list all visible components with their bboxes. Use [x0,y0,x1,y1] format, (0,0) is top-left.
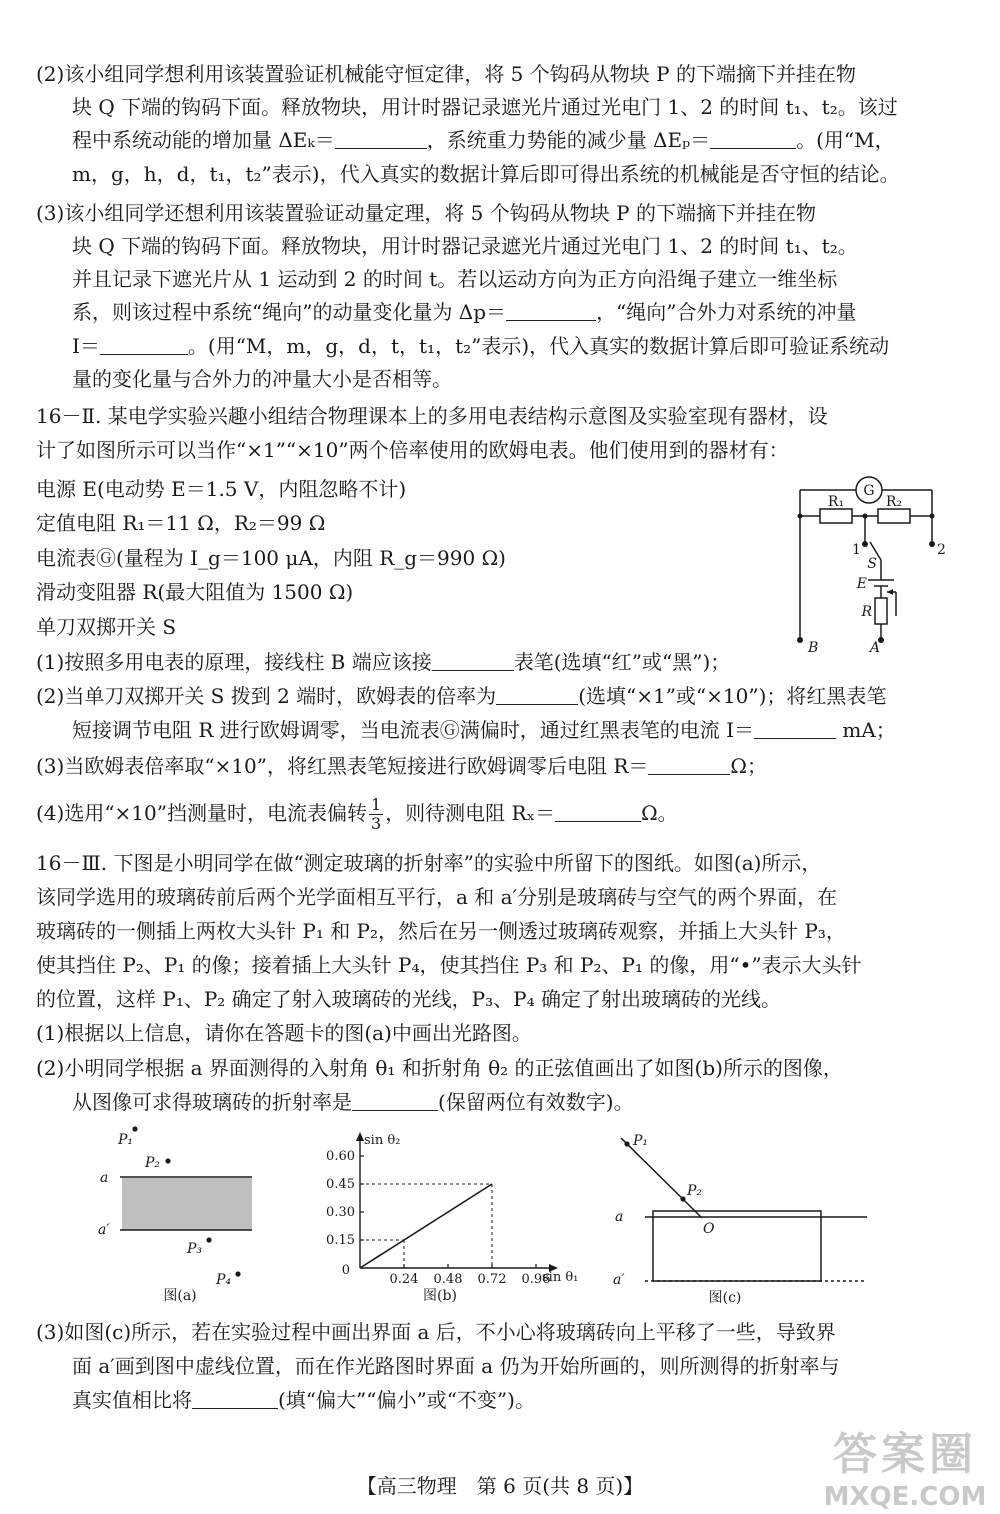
pin-p4-dot [235,1271,240,1276]
watermark-logo [820,1418,990,1512]
text: (填“偏大”“偏小”或“不变”)。 [278,1388,535,1412]
r2-label: R₂ [885,494,903,510]
q16b-s2-line2 [72,718,896,742]
q15-3-line4 [72,300,857,324]
q16b-item-1: 电源 E(电动势 E＝1.5 V，内阻忽略不计) [36,477,407,501]
q16c-intro-1: 16－Ⅲ. 下图是小明同学在做“测定玻璃的折射率”的实验中所留下的图纸。如图(a)所示， [36,851,822,875]
figure-c-caption: 图(c) [708,1290,742,1306]
terminal-1-label: 1 [852,542,861,558]
answer-blank-ep[interactable] [710,130,796,149]
q16c-s1: (1)根据以上信息，请你在答题卡的图(a)中画出光路图。 [36,1021,532,1045]
y-tick-label: 0.60 [326,1149,355,1164]
text: ，则待测电阻 Rₓ＝ [385,801,556,825]
watermark-url: MXQE.COM [823,1482,987,1512]
q15-3-line3: 并且记录下遮光片从 1 运动到 2 的时间 t。若以运动方向为正方向沿绳子建立一维坐标 [72,267,838,291]
text: (3)当欧姆表倍率取“×10”，将红黑表笔短接进行欧姆调零后电阻 R＝ [36,754,649,778]
p2-label: P₂ [145,1155,161,1171]
text: 程中系统动能的增加量 ΔEₖ＝ [72,128,335,152]
terminal-b-label: B [808,640,819,656]
answer-blank-rx[interactable] [555,803,641,822]
rheostat-arrow [887,589,893,595]
q16c-intro-5: 的位置，这样 P₁、P₂ 确定了射入玻璃砖的光线，P₃、P₄ 确定了射出玻璃砖的光线。 [36,987,781,1011]
q16c-intro-2: 该同学选用的玻璃砖前后两个光学面相互平行，a 和 a′分别是玻璃砖与空气的两个界面，在 [36,885,838,909]
terminal-b-dot [797,637,803,643]
figure-a [90,1120,280,1315]
q15-3-line6: 量的变化量与合外力的冲量大小是否相等。 [72,367,452,391]
text: 真实值相比将 [72,1388,192,1412]
battery-label: E [856,576,867,592]
text: (4)选用“×10”挡测量时，电流表偏转 [36,801,367,825]
pin-p2-dot [680,1196,685,1201]
y-axis-arrow [356,1132,364,1141]
q16b-intro-1: 16－Ⅱ. 某电学实验兴趣小组结合物理课本上的多用电表结构示意图及实验室现有器材，设 [36,404,828,428]
y-tick-label: 0.15 [326,1233,355,1248]
q16b-item-5: 单刀双掷开关 S [36,615,177,639]
q16b-s3 [36,754,767,778]
q16c-s3-line3 [72,1388,535,1412]
text: 。(用“M，m，g，d，t，t₁，t₂”表示)，代入真实的数据计算后即可验证系统动 [187,334,890,358]
q16b-s1 [36,650,730,674]
q16b-item-2: 定值电阻 R₁＝11 Ω，R₂＝99 Ω [36,511,326,535]
text: 。(用“M， [796,128,895,152]
answer-blank-multiplier[interactable] [496,686,578,705]
p4-label: P₄ [216,1272,232,1288]
terminal-a-label: A [869,640,880,656]
q15-3-line2: 块 Q 下端的钩码下面。释放物块，用计时器记录遮光片通过光电门 1、2 的时间 t₁、t₂。 [72,234,858,258]
text: mA； [842,718,896,742]
pin-p1-dot [624,1141,629,1146]
answer-blank-impulse[interactable] [100,336,188,355]
terminal-2-label: 2 [937,542,946,558]
incident-ray [621,1138,702,1218]
p2-label: P₂ [687,1183,703,1199]
answer-blank-dp[interactable] [506,302,596,321]
answer-blank-ek[interactable] [335,130,427,149]
figure-c [605,1125,875,1315]
text: 系，则该过程中系统“绳向”的动量变化量为 Δp＝ [72,300,507,324]
y-axis-label: sin θ₂ [364,1133,401,1148]
pin-p2-dot [165,1158,170,1163]
p1-label: P₁ [633,1133,649,1149]
q16c-s3-line1: (3)如图(c)所示，若在实验过程中画出界面 a 后，不小心将玻璃砖向上平移了一些，导致界 [36,1320,836,1344]
answer-blank-index[interactable] [352,1092,438,1111]
glass-block [122,1178,252,1230]
junction-dot [798,514,803,519]
q16b-s4 [36,796,678,833]
fraction-one-third [369,796,383,833]
pin-p3-dot [206,1237,211,1242]
page-footer: 【高三物理 第 6 页(共 8 页)】 [356,1474,644,1498]
x-tick-label: 0.24 [389,1272,419,1287]
q15-2-line4: m，g，h，d，t₁，t₂”表示)，代入真实的数据计算后即可得出系统的机械能是否守恒的结论。 [72,162,900,186]
text: (保留两位有效数字)。 [438,1090,634,1114]
answer-blank-current[interactable] [754,720,836,739]
text: Ω； [730,754,767,778]
fraction-denominator: 3 [371,814,382,833]
pin-p1-dot [132,1126,137,1131]
rheostat-label: R [861,604,872,620]
q15-2-line2: 块 Q 下端的钩码下面。释放物块，用计时器记录遮光片通过光电门 1、2 的时间 t₁、t₂。该过 [72,95,898,119]
text: ，系统重力势能的减少量 ΔEₚ＝ [426,128,711,152]
x-tick-label: 0.96 [521,1272,551,1287]
glass-block [653,1211,821,1281]
interface-a-label: a [100,1170,109,1186]
q16c-s2-line2 [72,1090,634,1114]
q16b-intro-2: 计了如图所示可以当作“×1”“×10”两个倍率使用的欧姆电表。他们使用到的器材有： [36,438,789,462]
answer-blank-bias[interactable] [192,1390,278,1409]
q15-2-line1: (2)该小组同学想利用该装置验证机械能守恒定律，将 5 个钩码从物块 P 的下端摘下并挂在物 [36,62,856,86]
p3-label: P₃ [187,1241,203,1257]
p1-label: P₁ [118,1132,134,1148]
text: ，“绳向”合外力对系统的冲量 [596,300,857,324]
text: (选填“×1”或“×10”)；将红黑表笔 [578,684,887,708]
terminal-2-dot [929,541,935,547]
ohmmeter-circuit-diagram [780,468,960,668]
watermark-text: 答案圈 [833,1429,977,1480]
text: 从图像可求得玻璃砖的折射率是 [72,1090,352,1114]
junction-dot [863,514,868,519]
q15-3-line5 [72,334,889,358]
q16c-intro-3: 玻璃砖的一侧插上两枚大头针 P₁ 和 P₂，然后在另一侧透过玻璃砖观察，并插上大头针 P₃， [36,919,846,943]
series-line [360,1184,492,1268]
answer-blank-resistance[interactable] [648,756,730,775]
figure-b-chart [300,1128,600,1314]
text: 短接调节电阻 R 进行欧姆调零，当电流表Ⓖ满偏时，通过红黑表笔的电流 I＝ [72,718,755,742]
r1-label: R₁ [827,494,845,510]
switch-label: S [867,556,877,572]
galvanometer-label: G [863,483,875,499]
y-tick-label: 0.30 [326,1205,355,1220]
interface-a-prime-label: a′ [98,1222,110,1238]
point-o-label: O [703,1221,715,1237]
q16b-item-4: 滑动变阻器 R(最大阻值为 1500 Ω) [36,580,354,604]
y-tick-label: 0.45 [326,1177,355,1192]
text: I＝ [72,334,100,358]
x-tick-label: 0.48 [433,1272,463,1287]
q16b-item-3: 电流表Ⓖ(量程为 I_g＝100 μA，内阻 R_g＝990 Ω) [36,546,506,570]
fraction-numerator: 1 [371,795,382,814]
q16c-s2-line1: (2)小明同学根据 a 界面测得的入射角 θ₁ 和折射角 θ₂ 的正弦值画出了如图(b)所示的图像， [36,1056,843,1080]
text: 表笔(选填“红”或“黑”)； [513,650,731,674]
q16c-s3-line2: 面 a′画到图中虚线位置，而在作光路图时界面 a 仍为开始所画的，则所测得的折射率与 [72,1354,840,1378]
text: (2)当单刀双掷开关 S 拨到 2 端时，欧姆表的倍率为 [36,684,497,708]
q16c-intro-4: 使其挡住 P₂、P₁ 的像；接着插上大头针 P₄，使其挡住 P₃ 和 P₂、P₁ 的像，用“•”表示大头针 [36,953,862,977]
junction-dot [930,514,935,519]
answer-blank-probe[interactable] [432,652,514,671]
terminal-1-dot [862,541,868,547]
text: (1)按照多用电表的原理，接线柱 B 端应该接 [36,650,432,674]
q15-2-line3 [72,128,895,152]
x-axis-label: sin θ₁ [542,1270,579,1285]
figure-a-caption: 图(a) [163,1288,197,1304]
x-tick-label: 0.72 [477,1272,507,1287]
interface-a-prime-label: a′ [613,1272,625,1288]
q16b-s2-line1 [36,684,886,708]
origin-label: 0 [341,1263,350,1278]
q15-3-line1: (3)该小组同学还想利用该装置验证动量定理，将 5 个钩码从物块 P 的下端摘下并挂在物 [36,201,816,225]
interface-a-label: a [615,1209,624,1225]
text: Ω。 [641,801,678,825]
figure-b-caption: 图(b) [423,1288,457,1304]
